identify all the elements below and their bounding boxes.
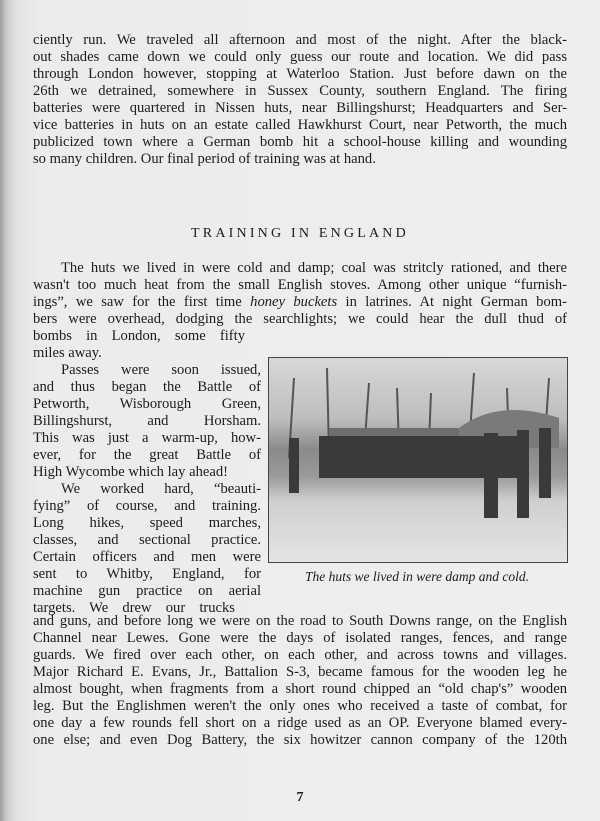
text-line: Channel near Lewes. Gone were the days of isolated ranges, fences, and range — [33, 630, 567, 646]
text-line: almost bought, when fragments from a short round chipped an “old chap's” wooden — [33, 681, 567, 697]
text-line: vice batteries in huts on an estate called Hawkhurst Court, near Petworth, the much — [33, 117, 567, 133]
text-line: Long hikes, speed marches, — [33, 515, 261, 531]
text-line: 26th we detrained, somewhere in Sussex County, southern England. The firing — [33, 83, 567, 99]
text-line: High Wycombe which lay ahead! — [33, 464, 228, 480]
section-heading: TRAINING IN ENGLAND — [191, 226, 409, 241]
photo-caption: The huts we lived in were damp and cold. — [304, 569, 530, 584]
text-line: bers were overhead, dodging the searchlights; we could hear the dull thud of — [33, 311, 567, 327]
text-line: bombs in London, some fifty — [33, 328, 245, 344]
text-line: so many children. Our final period of training was at hand. — [33, 151, 376, 167]
photo-illustration — [269, 358, 567, 562]
text-line: Major Richard E. Evans, Jr., Battalion S-3, became famous for the wooden leg he — [33, 664, 567, 680]
text-line: one day a few rounds fell short on a ridge used as an OP. Everyone blamed every- — [33, 715, 567, 731]
text-line: Billingshurst, and Horsham. — [33, 413, 261, 429]
text-line: through London however, stopping at Waterloo Station. Just before dawn on the — [33, 66, 567, 82]
text-line: ciently run. We traveled all afternoon and most of the night. After the black- — [33, 32, 567, 48]
page-number: 7 — [296, 790, 304, 805]
text-line: out shades came down we could only guess our route and location. We did pass — [33, 49, 567, 65]
text-line: guards. We fired over each other, on each other, and across towns and villages. — [33, 647, 567, 663]
text-line: ever, for the great Battle of — [33, 447, 261, 463]
text-line: classes, and sectional practice. — [33, 532, 261, 548]
text-line: We worked hard, “beauti- — [61, 481, 261, 497]
text-line: fying” of course, and training. — [33, 498, 261, 514]
text-line: machine gun practice on aerial — [33, 583, 261, 599]
text-line: wasn't too much heat from the small English stoves. Among other unique “furnish- — [33, 277, 567, 293]
text-line: one else; and even Dog Battery, the six howitzer cannon company of the 120th — [33, 732, 567, 748]
text-line: Certain officers and men were — [33, 549, 261, 565]
text-line: publicized town where a German bomb hit a school-house killing and wounding — [33, 134, 567, 150]
text-line: batteries were quartered in Nissen huts, near Billingshurst; Headquarters and Ser- — [33, 100, 567, 116]
text-line: sent to Whitby, England, for — [33, 566, 261, 582]
text-line: The huts we lived in were cold and damp; coal was stritcly rationed, and there — [61, 260, 567, 276]
text-line: and thus began the Battle of — [33, 379, 261, 395]
text-line: leg. But the Englishmen weren't the only ones who received a taste of combat, for — [33, 698, 567, 714]
text-line: This was just a warm-up, how- — [33, 430, 261, 446]
text-line: Passes were soon issued, — [61, 362, 261, 378]
photo-soldiers-at-huts — [268, 357, 568, 563]
text-line: Petworth, Wisborough Green, — [33, 396, 261, 412]
text-line: miles away. — [33, 345, 102, 361]
text-line: ings”, we saw for the first time honey buckets in latrines. At night German bom- — [33, 294, 567, 310]
italic-phrase: honey buckets — [250, 294, 338, 310]
text-line: and guns, and before long we were on the road to South Downs range, on the English — [33, 613, 567, 629]
text-line: targets. We drew our trucks — [33, 600, 235, 616]
